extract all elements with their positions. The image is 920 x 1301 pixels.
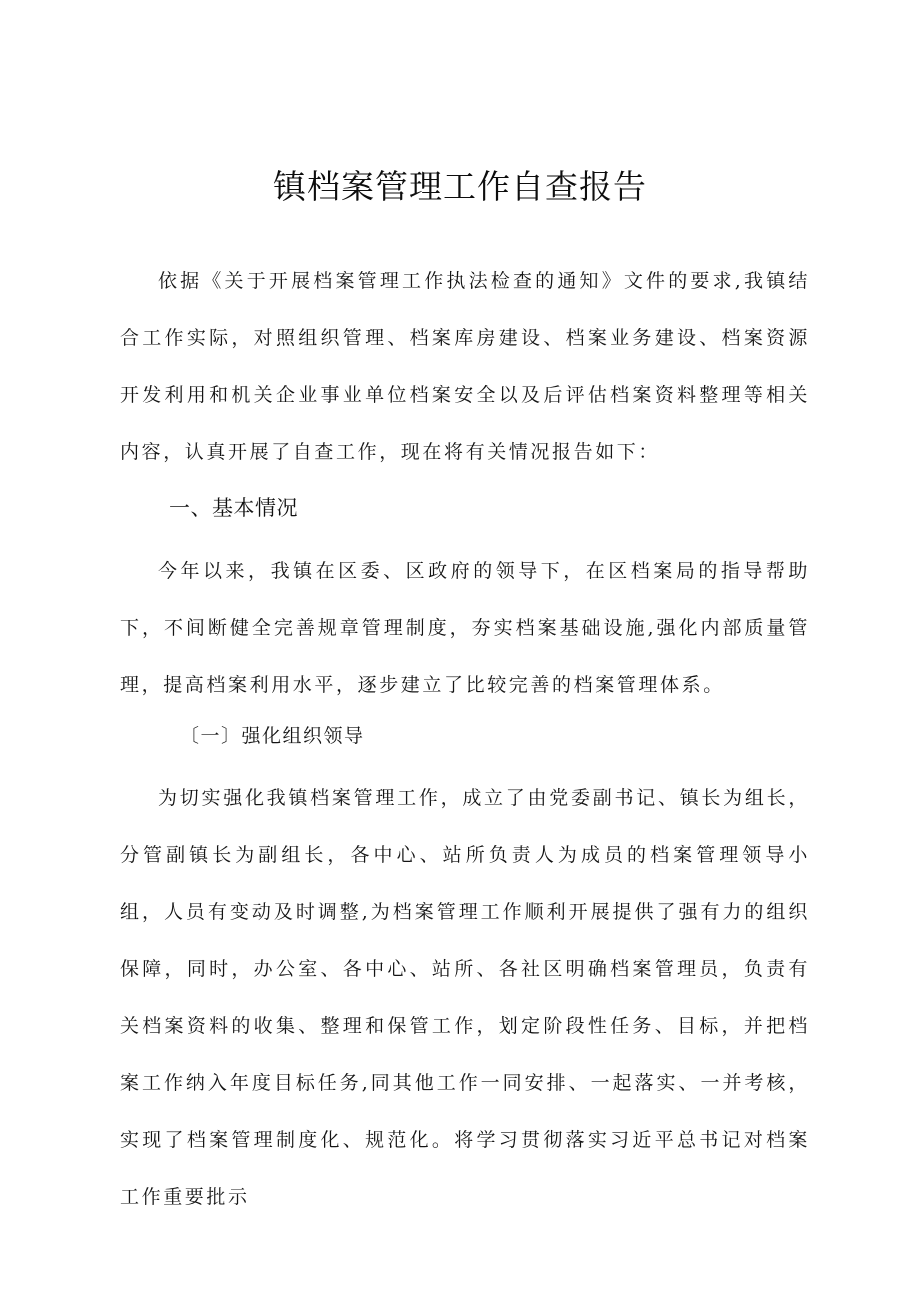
subsection-1-paragraph: 为切实强化我镇档案管理工作，成立了由党委副书记、镇长为组长，分管副镇长为副组长，各中心、站所负责人为成员的档案管理领导小组，人员有变动及时调整,为档案管理工作顺利开展提供了强有力的组织保障，同时，办公室、各中心、站所、各社区明确档案管理员，负责有关档案资料的收集、整理和保管工作，划定阶段性任务、目标，并把档案工作纳入年度目标任务,同其他工作一同安排、一起落实、一并考核，实现了档案管理制度化、规范化。将学习贯彻落实习近平总书记对档案工作重要批示 [120, 787, 810, 1208]
subsection-heading-organization: 〔一〕强化组织领导 [180, 725, 365, 747]
section-1-paragraph: 今年以来，我镇在区委、区政府的领导下，在区档案局的指导帮助下，不间断健全完善规章管理制度，夯实档案基础设施,强化内部质量管理，提高档案利用水平，逐步建立了比较完善的档案管理体系。 [120, 560, 810, 696]
document-title: 镇档案管理工作自查报告 [273, 167, 647, 206]
intro-paragraph: 依据《关于开展档案管理工作执法检查的通知》文件的要求,我镇结合工作实际，对照组织管理、档案库房建设、档案业务建设、档案资源开发利用和机关企业事业单位档案安全以及后评估档案资料整理等相关内容，认真开展了自查工作，现在将有关情况报告如下： [120, 270, 810, 463]
section-heading-basic-situation: 一、基本情况 [169, 496, 298, 520]
